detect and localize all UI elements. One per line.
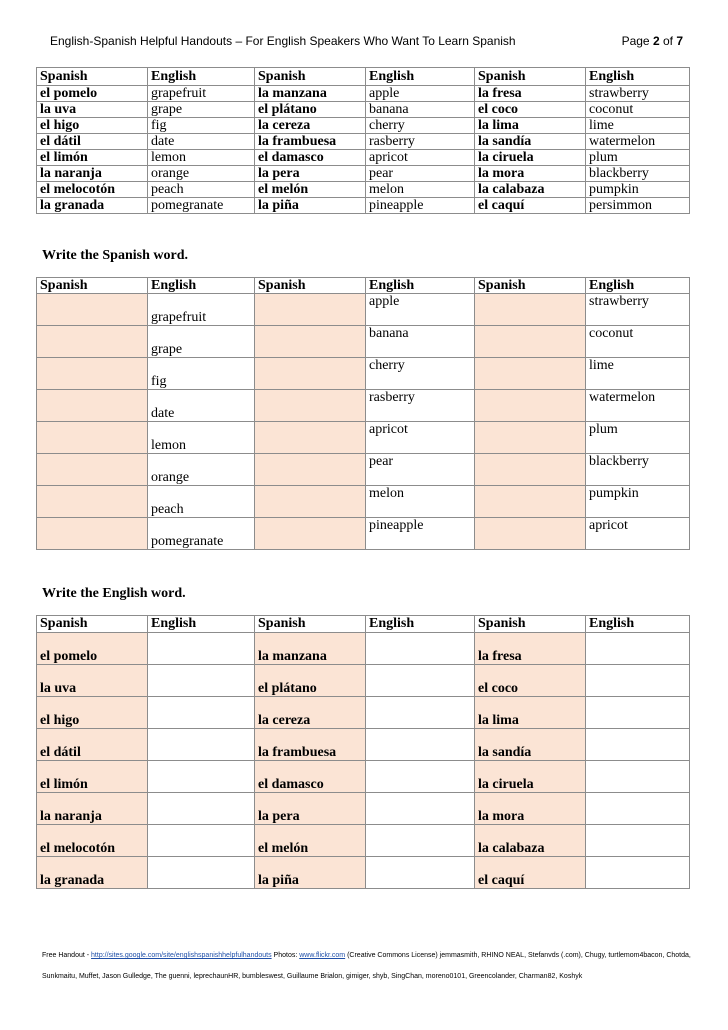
spanish-prompt: la pera [255,793,366,825]
write-english-row [37,633,690,665]
spanish-word: la lima [475,118,586,134]
spanish-word: la frambuesa [255,134,366,150]
write-spanish-table [36,277,690,550]
write-spanish-header-row [37,278,690,294]
page-prefix: Page [621,34,653,48]
answer-cell[interactable] [255,422,366,454]
write-spanish-row [37,358,690,390]
vocabulary-row [37,182,690,198]
write-english-header-row [37,616,690,633]
column-header: English [366,616,475,633]
english-prompt: lime [586,358,690,390]
english-word: melon [366,182,475,198]
spanish-word: la calabaza [475,182,586,198]
page-current: 2 [652,34,660,48]
spanish-word: el melón [255,182,366,198]
answer-cell[interactable] [586,633,690,665]
answer-cell[interactable] [148,665,255,697]
answer-cell[interactable] [366,729,475,761]
spanish-word: la mora [475,166,586,182]
answer-cell[interactable] [37,454,148,486]
english-word: banana [366,102,475,118]
page-header [0,34,728,52]
spanish-word: la sandía [475,134,586,150]
english-prompt: lemon [148,422,255,454]
column-header: Spanish [37,616,148,633]
answer-cell[interactable] [37,326,148,358]
column-header: Spanish [37,278,148,294]
answer-cell[interactable] [148,697,255,729]
spanish-prompt: la mora [475,793,586,825]
english-word: persimmon [586,198,690,214]
write-spanish-row [37,422,690,454]
english-prompt: pineapple [366,518,475,550]
spanish-prompt: la manzana [255,633,366,665]
spanish-word: la uva [37,102,148,118]
answer-cell[interactable] [148,729,255,761]
answer-cell[interactable] [586,793,690,825]
answer-cell[interactable] [366,633,475,665]
english-prompt: orange [148,454,255,486]
english-prompt: coconut [586,326,690,358]
answer-cell[interactable] [475,486,586,518]
english-prompt: apricot [586,518,690,550]
answer-cell[interactable] [148,761,255,793]
english-prompt: pumpkin [586,486,690,518]
page-of: of [659,34,677,48]
answer-cell[interactable] [366,793,475,825]
vocabulary-header-row [37,68,690,86]
answer-cell[interactable] [255,390,366,422]
spanish-word: el limón [37,150,148,166]
english-prompt: banana [366,326,475,358]
column-header: English [586,68,690,86]
flickr-link[interactable]: www.flickr.com [299,952,346,959]
spanish-prompt: la fresa [475,633,586,665]
write-english-row [37,665,690,697]
english-prompt: fig [148,358,255,390]
english-prompt: blackberry [586,454,690,486]
write-spanish-row [37,326,690,358]
answer-cell[interactable] [475,294,586,326]
exercise-english-title: Write the English word. [42,586,186,601]
column-header: Spanish [255,616,366,633]
spanish-word: la fresa [475,86,586,102]
spanish-word: la manzana [255,86,366,102]
column-header: English [366,278,475,294]
write-spanish-row [37,390,690,422]
english-word: peach [148,182,255,198]
page-footer [42,945,692,987]
answer-cell[interactable] [475,358,586,390]
page-total: 7 [676,34,683,48]
english-prompt: grapefruit [148,294,255,326]
answer-cell[interactable] [37,294,148,326]
spanish-prompt: el pomelo [37,633,148,665]
english-word: watermelon [586,134,690,150]
column-header: Spanish [37,68,148,86]
english-word: fig [148,118,255,134]
write-spanish-row [37,518,690,550]
write-spanish-row [37,486,690,518]
english-prompt: pear [366,454,475,486]
answer-cell[interactable] [255,518,366,550]
write-english-row [37,729,690,761]
english-prompt: melon [366,486,475,518]
answer-cell[interactable] [255,454,366,486]
spanish-word: el coco [475,102,586,118]
english-word: date [148,134,255,150]
english-prompt: date [148,390,255,422]
column-header: Spanish [255,278,366,294]
spanish-prompt: el caquí [475,857,586,889]
answer-cell[interactable] [255,358,366,390]
english-prompt: plum [586,422,690,454]
write-spanish-row [37,294,690,326]
column-header: English [148,616,255,633]
answer-cell[interactable] [255,294,366,326]
answer-cell[interactable] [366,825,475,857]
spanish-prompt: la sandía [475,729,586,761]
answer-cell[interactable] [148,857,255,889]
vocabulary-row [37,86,690,102]
english-word: lemon [148,150,255,166]
english-word: coconut [586,102,690,118]
spanish-word: el caquí [475,198,586,214]
answer-cell[interactable] [586,857,690,889]
spanish-word: la cereza [255,118,366,134]
spanish-prompt: la cereza [255,697,366,729]
write-english-row [37,697,690,729]
answer-cell[interactable] [475,454,586,486]
spanish-prompt: el melocotón [37,825,148,857]
english-word: grapefruit [148,86,255,102]
footer-line-1 [42,945,692,966]
spanish-prompt: la frambuesa [255,729,366,761]
spanish-prompt: la naranja [37,793,148,825]
spanish-word: el damasco [255,150,366,166]
answer-cell[interactable] [148,633,255,665]
spanish-word: el plátano [255,102,366,118]
column-header: Spanish [255,68,366,86]
answer-cell[interactable] [586,729,690,761]
english-word: cherry [366,118,475,134]
spanish-word: la naranja [37,166,148,182]
spanish-prompt: la piña [255,857,366,889]
english-word: pumpkin [586,182,690,198]
write-english-row [37,857,690,889]
column-header: English [366,68,475,86]
answer-cell[interactable] [37,358,148,390]
vocabulary-row [37,118,690,134]
answer-cell[interactable] [586,697,690,729]
page-indicator [622,34,683,48]
spanish-prompt: el damasco [255,761,366,793]
answer-cell[interactable] [366,857,475,889]
answer-cell[interactable] [255,326,366,358]
english-word: apple [366,86,475,102]
spanish-prompt: el limón [37,761,148,793]
vocabulary-row [37,150,690,166]
answer-cell[interactable] [148,825,255,857]
photo-credits: (Creative Commons License) jemmasmith, RHINO NEAL, Stefanvds (.com), Chugy, turtlemom4bacon, Chotda, [345,952,691,959]
english-word: pomegranate [148,198,255,214]
answer-cell[interactable] [475,518,586,550]
answer-cell[interactable] [586,825,690,857]
vocabulary-table [36,67,690,214]
photos-label: Photos: [271,952,300,959]
spanish-prompt: el coco [475,665,586,697]
spanish-prompt: la ciruela [475,761,586,793]
vocabulary-row [37,102,690,118]
english-prompt: apple [366,294,475,326]
column-header: Spanish [475,68,586,86]
spanish-word: el dátil [37,134,148,150]
column-header: English [586,616,690,633]
english-prompt: pomegranate [148,518,255,550]
english-word: orange [148,166,255,182]
spanish-word: el pomelo [37,86,148,102]
write-english-row [37,793,690,825]
english-prompt: peach [148,486,255,518]
spanish-word: la pera [255,166,366,182]
answer-cell[interactable] [255,486,366,518]
exercise-spanish-title: Write the Spanish word. [42,248,188,263]
spanish-prompt: el higo [37,697,148,729]
column-header: English [148,68,255,86]
answer-cell[interactable] [475,422,586,454]
english-word: blackberry [586,166,690,182]
vocabulary-row [37,134,690,150]
answer-cell[interactable] [366,697,475,729]
english-prompt: apricot [366,422,475,454]
answer-cell[interactable] [37,390,148,422]
column-header: Spanish [475,616,586,633]
answer-cell[interactable] [475,326,586,358]
english-word: apricot [366,150,475,166]
spanish-prompt: el plátano [255,665,366,697]
english-prompt: strawberry [586,294,690,326]
spanish-prompt: la lima [475,697,586,729]
handout-title: English-Spanish Helpful Handouts – For English Speakers Who Want To Learn Spanish [50,34,516,48]
spanish-prompt: el melón [255,825,366,857]
answer-cell[interactable] [366,665,475,697]
column-header: Spanish [475,278,586,294]
spanish-word: el higo [37,118,148,134]
english-word: plum [586,150,690,166]
vocabulary-row [37,166,690,182]
english-word: rasberry [366,134,475,150]
column-header: English [148,278,255,294]
vocabulary-row [37,198,690,214]
spanish-prompt: el dátil [37,729,148,761]
english-word: pineapple [366,198,475,214]
answer-cell[interactable] [586,665,690,697]
site-link[interactable]: http://sites.google.com/site/englishspanishhelpfulhandouts [91,952,272,959]
write-spanish-row [37,454,690,486]
spanish-prompt: la granada [37,857,148,889]
write-english-table [36,615,690,889]
english-prompt: rasberry [366,390,475,422]
answer-cell[interactable] [148,793,255,825]
spanish-word: la piña [255,198,366,214]
answer-cell[interactable] [366,761,475,793]
write-english-row [37,761,690,793]
spanish-word: la granada [37,198,148,214]
footer-line-2: Sunkmaitu, Muffet, Jason Gulledge, The guenni, leprechaunHR, bumbleswest, Guillaume Brialon, gimiger, shyb, SingChan, moreno0101, Greencolander, Charman82, Koshyk [42,973,583,980]
spanish-prompt: la uva [37,665,148,697]
english-word: pear [366,166,475,182]
english-prompt: grape [148,326,255,358]
spanish-word: el melocotón [37,182,148,198]
answer-cell[interactable] [37,518,148,550]
answer-cell[interactable] [37,486,148,518]
english-word: grape [148,102,255,118]
spanish-word: la ciruela [475,150,586,166]
english-word: strawberry [586,86,690,102]
answer-cell[interactable] [586,761,690,793]
spanish-prompt: la calabaza [475,825,586,857]
answer-cell[interactable] [475,390,586,422]
english-prompt: watermelon [586,390,690,422]
answer-cell[interactable] [37,422,148,454]
write-english-row [37,825,690,857]
english-word: lime [586,118,690,134]
english-prompt: cherry [366,358,475,390]
footer-prefix: Free Handout - [42,952,92,959]
column-header: English [586,278,690,294]
